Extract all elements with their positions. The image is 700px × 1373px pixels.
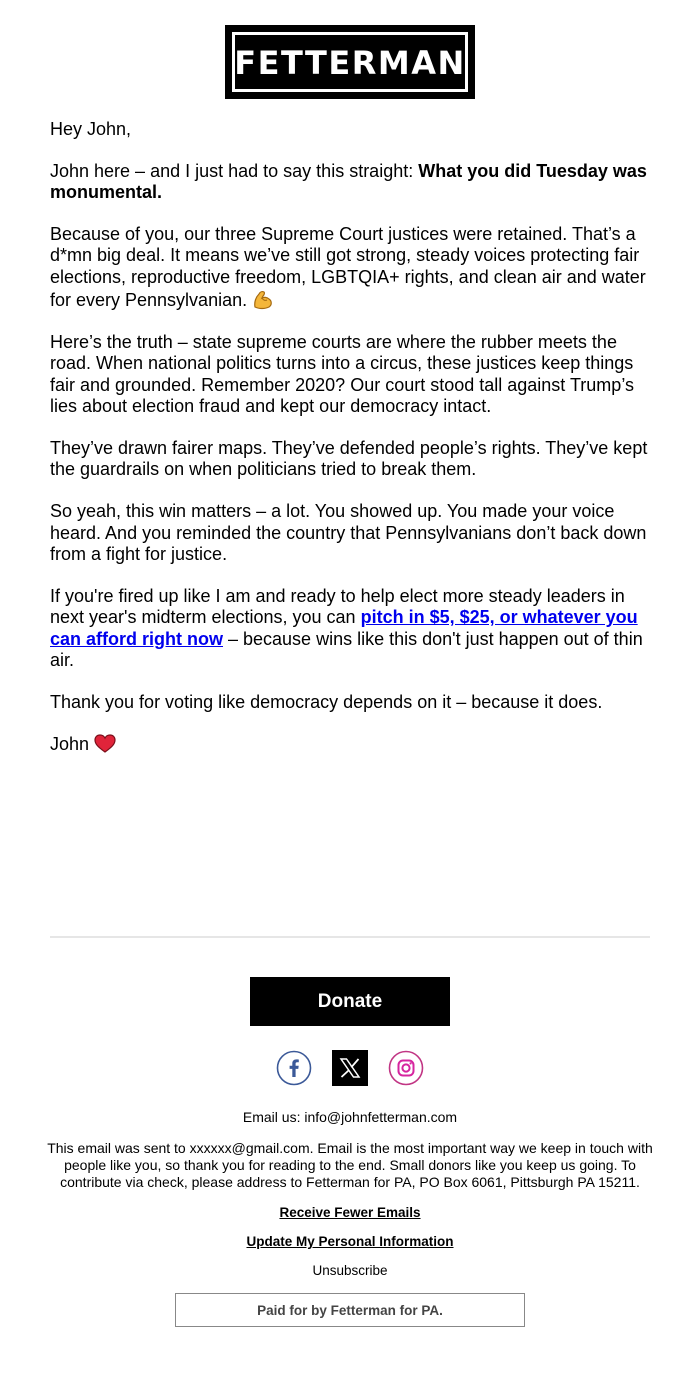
paragraph-intro: John here – and I just had to say this straight: What you did Tuesday was monumental. [50, 160, 647, 203]
paragraph-maps: They’ve drawn fairer maps. They’ve defended people’s rights. They’ve kept the guardrails on when politicians tried to break them. [50, 438, 648, 480]
footer-disclaimer: This email was sent to xxxxxx@gmail.com. Email is the most important way we keep in touch with people like you, so thank you for reading to the end. Small donors like you keep us going. To contribute via check, please address to Fetterman for PA, PO Box 6061, Pittsburgh PA 15211. [47, 1140, 653, 1190]
footer-divider [50, 936, 650, 938]
donate-button[interactable]: Donate [250, 977, 450, 1026]
donate-link[interactable]: pitch in $5, $25, or whatever you can afford right now [50, 607, 638, 649]
greeting: Hey John, [50, 119, 132, 139]
receive-fewer-emails-link[interactable]: Receive Fewer Emails [279, 1205, 421, 1220]
update-info-link[interactable]: Update My Personal Information [246, 1234, 454, 1249]
x-icon[interactable] [332, 1050, 368, 1086]
paragraph-pitch-in: If you're fired up like I am and ready to help elect more steady leaders in next year's midterm elections, you can pitch in $5, $25, or whatever you can afford right now – because wins like this don't just happen out of thin air. [50, 585, 643, 671]
paragraph-truth: Here’s the truth – state supreme courts are where the rubber meets the road. When national politics turns into a circus, these justices keep things fair and grounded. Remember 2020? Our court stood tall against Trump’s lies about election fraud and kept our democracy intact. [50, 332, 634, 417]
facebook-icon[interactable] [276, 1050, 312, 1086]
heart-icon [94, 734, 116, 754]
logo-text: FETTERMAN [234, 44, 466, 82]
social-links [0, 1050, 700, 1086]
paid-for-disclaimer: Paid for by Fetterman for PA. [175, 1293, 525, 1327]
intro-bold: What you did Tuesday was monumental. [50, 160, 647, 203]
logo-frame [232, 32, 468, 92]
flexed-biceps-icon [252, 288, 274, 310]
instagram-icon[interactable] [388, 1050, 424, 1086]
contact-email: Email us: info@johnfetterman.com [242, 1109, 458, 1125]
signoff: John [50, 734, 650, 755]
unsubscribe-link[interactable]: Unsubscribe [312, 1263, 388, 1278]
paragraph-thanks: Thank you for voting like democracy depends on it – because it does. [50, 691, 603, 712]
fetterman-logo[interactable] [225, 25, 475, 99]
email-body [50, 119, 650, 775]
paragraph-win-matters: So yeah, this win matters – a lot. You showed up. You made your voice heard. And you reminded the country that Pennsylvanians don’t back down from a fight for justice. [50, 501, 647, 565]
paragraph-court-retained: Because of you, our three Supreme Court justices were retained. That’s a d*mn big deal. It means we’ve still got strong, steady voices protecting fair elections, reproductive freedom, LGBTQIA+ rights, and clean air and water for every Pennsylvanian. [50, 224, 646, 311]
